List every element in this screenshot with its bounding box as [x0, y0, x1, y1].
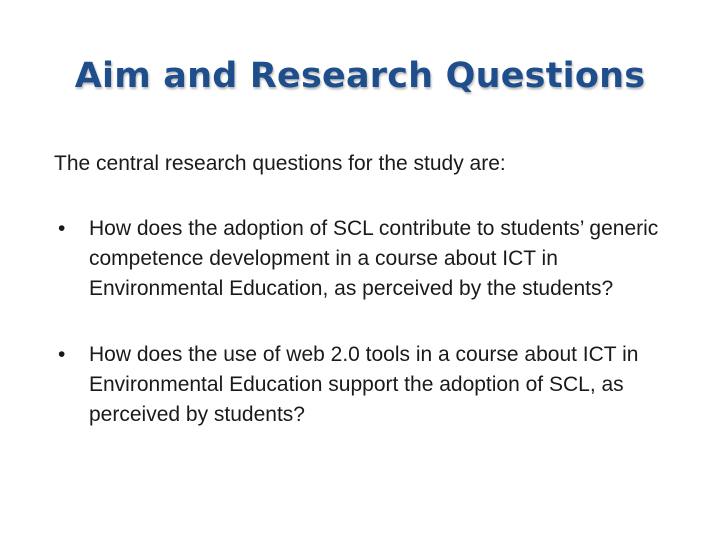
list-item	[54, 340, 674, 430]
bullet-icon: •	[58, 343, 66, 366]
slide-title: Aim and Research Questions	[74, 56, 646, 96]
research-questions-list	[54, 214, 674, 466]
bullet-icon: •	[58, 217, 66, 240]
research-question-2: How does the use of web 2.0 tools in a course about ICT in Environmental Education support the adoption of SCL, as perceived by students?	[89, 343, 639, 426]
list-item	[54, 214, 674, 304]
research-question-1: How does the adoption of SCL contribute to students’ generic competence development in a course about ICT in Environmental Education, as perceived by the students?	[89, 217, 659, 300]
intro-text: The central research questions for the study are:	[54, 152, 506, 175]
